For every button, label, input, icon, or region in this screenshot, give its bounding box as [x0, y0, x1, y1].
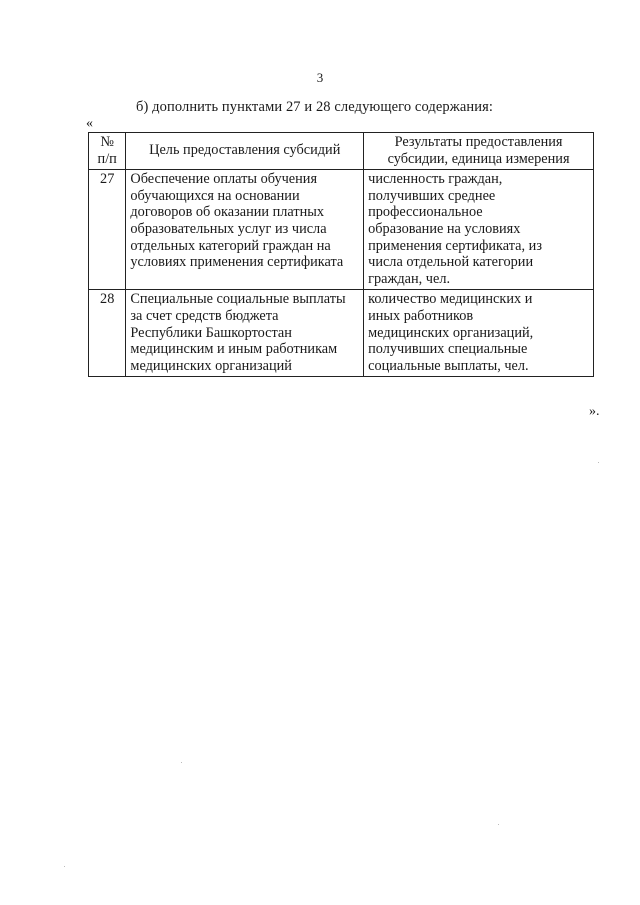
row-number: 28 — [89, 290, 126, 377]
scan-speck — [498, 824, 499, 825]
row-number: 27 — [89, 170, 126, 290]
row-result — [364, 290, 594, 377]
cell-line: Республики Башкортостан — [130, 324, 292, 341]
cell-line: количество медицинских и — [368, 291, 533, 308]
row-goal — [126, 170, 364, 290]
cell-line: условиях применения сертификата — [130, 254, 344, 271]
cell-line: применения сертификата, из — [368, 237, 542, 254]
subsidy-table — [88, 132, 594, 377]
page-number: 3 — [316, 70, 324, 85]
scan-speck — [181, 762, 182, 763]
cell-line: иных работников — [368, 307, 474, 324]
header-number-abbrev: п/п — [97, 150, 117, 167]
row-goal — [126, 290, 364, 377]
table-row — [89, 170, 594, 290]
closing-quote-mark: ». — [589, 404, 600, 419]
cell-line: образование на условиях — [368, 220, 521, 237]
cell-line: отдельных категорий граждан на — [130, 237, 331, 254]
cell-line: числа отдельной категории — [368, 254, 534, 271]
header-goal: Цель предоставления субсидий — [126, 133, 364, 170]
header-result-line-1: Результаты предоставления — [394, 134, 563, 150]
scan-speck — [598, 462, 599, 463]
cell-line: договоров об оказании платных — [130, 204, 325, 221]
table-header-row — [89, 133, 594, 170]
cell-line: образовательных услуг из числа — [130, 220, 327, 237]
cell-line: получивших среднее — [368, 187, 496, 204]
cell-line: обучающихся на основании — [130, 187, 300, 204]
scan-speck — [64, 866, 65, 867]
header-number — [89, 133, 126, 170]
cell-line: Обеспечение оплаты обучения — [130, 171, 318, 188]
header-number-symbol: № — [100, 134, 115, 150]
header-result — [364, 133, 594, 170]
cell-line: граждан, чел. — [368, 270, 451, 287]
cell-line: медицинским и иным работникам — [130, 341, 338, 358]
amendment-intro-text: б) дополнить пунктами 27 и 28 следующего содержания: — [136, 99, 494, 115]
opening-quote-mark: « — [86, 116, 93, 131]
cell-line: медицинских организаций — [130, 357, 292, 374]
row-result — [364, 170, 594, 290]
cell-line: социальные выплаты, чел. — [368, 357, 529, 374]
cell-line: Специальные социальные выплаты — [130, 291, 346, 308]
table-row — [89, 290, 594, 377]
cell-line: за счет средств бюджета — [130, 307, 279, 324]
cell-line: профессиональное — [368, 204, 483, 221]
cell-line: численность граждан, — [368, 171, 503, 188]
cell-line: медицинских организаций, — [368, 324, 534, 341]
header-result-line-2: субсидии, единица измерения — [387, 150, 570, 167]
cell-line: получивших специальные — [368, 341, 528, 358]
